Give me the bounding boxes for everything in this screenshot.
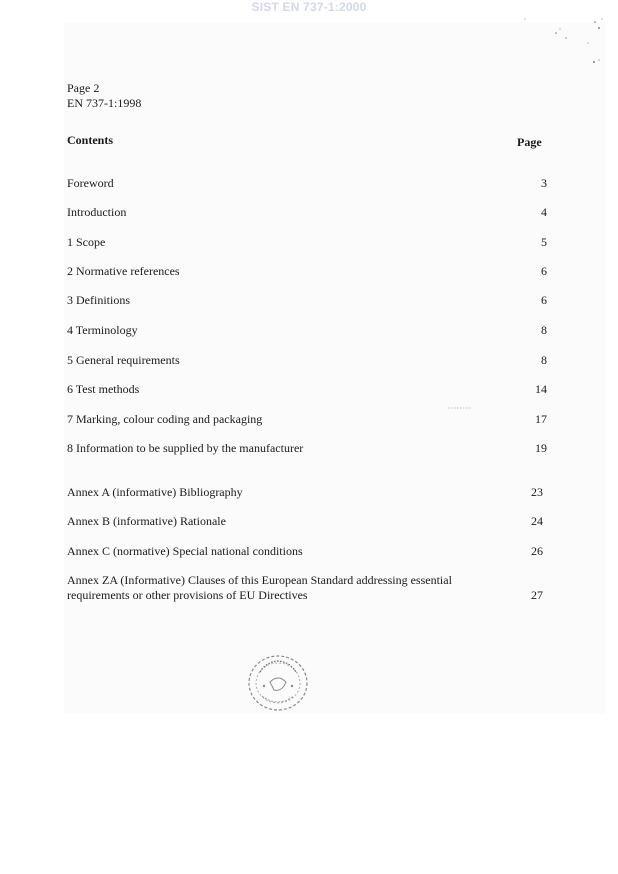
toc-entry-title: 5 General requirements [67, 353, 180, 367]
page-header [67, 81, 141, 110]
toc-entry-title: 6 Test methods [67, 382, 140, 396]
page-sheet [64, 22, 606, 714]
contents-heading: Contents [67, 133, 114, 147]
toc-entry-page: 17 [535, 412, 547, 426]
toc-entry-title: Annex A (informative) Bibliography [67, 485, 243, 499]
toc-entry-page: 26 [531, 544, 543, 558]
toc-entry-title: 4 Terminology [67, 323, 138, 337]
toc-entry-page: 4 [541, 205, 547, 219]
toc-entry-title-line: requirements or other provisions of EU Directives [67, 587, 308, 602]
toc-entry-page: 6 [541, 264, 547, 278]
toc-entry-page: 24 [531, 514, 543, 528]
toc-entry-title: Annex B (informative) Rationale [67, 514, 226, 528]
scan-noise-icon [520, 14, 610, 74]
toc-entry-title: Introduction [67, 205, 127, 219]
watermark: SIST EN 737-1:2000 [251, 0, 367, 14]
toc-entry-title: 8 Information to be supplied by the manufacturer [67, 441, 304, 455]
toc-entry [67, 573, 547, 605]
toc-entry-title: Annex C (normative) Special national conditions [67, 544, 303, 558]
document-id: EN 737-1:1998 [67, 95, 142, 110]
toc-entry-page: 27 [531, 588, 543, 602]
toc-entry-title: 7 Marking, colour coding and packaging [67, 412, 263, 426]
toc-entry-page: 8 [541, 323, 547, 337]
toc-entry-title [67, 573, 507, 602]
scan-noise-icon [448, 405, 478, 411]
toc-entry-page: 14 [535, 382, 547, 396]
toc-entry-page: 19 [535, 441, 547, 455]
toc-entry-title: 1 Scope [67, 235, 106, 249]
toc-entry-title: 2 Normative references [67, 264, 180, 278]
toc-entry-page: 6 [541, 293, 547, 307]
toc-entry-title: Foreword [67, 176, 114, 190]
page-column-heading: Page [517, 135, 542, 149]
toc-entry-page: 8 [541, 353, 547, 367]
toc-entry-page: 23 [531, 485, 543, 499]
stamp-seal-icon [246, 652, 312, 714]
toc-entry-title-line: Annex ZA (Informative) Clauses of this European Standard addressing essential [67, 573, 452, 587]
toc-entry-page: 5 [541, 235, 547, 249]
toc-entry-page: 3 [541, 176, 547, 190]
toc-entry-title: 3 Definitions [67, 293, 130, 307]
page-number-label: Page 2 [67, 81, 100, 95]
